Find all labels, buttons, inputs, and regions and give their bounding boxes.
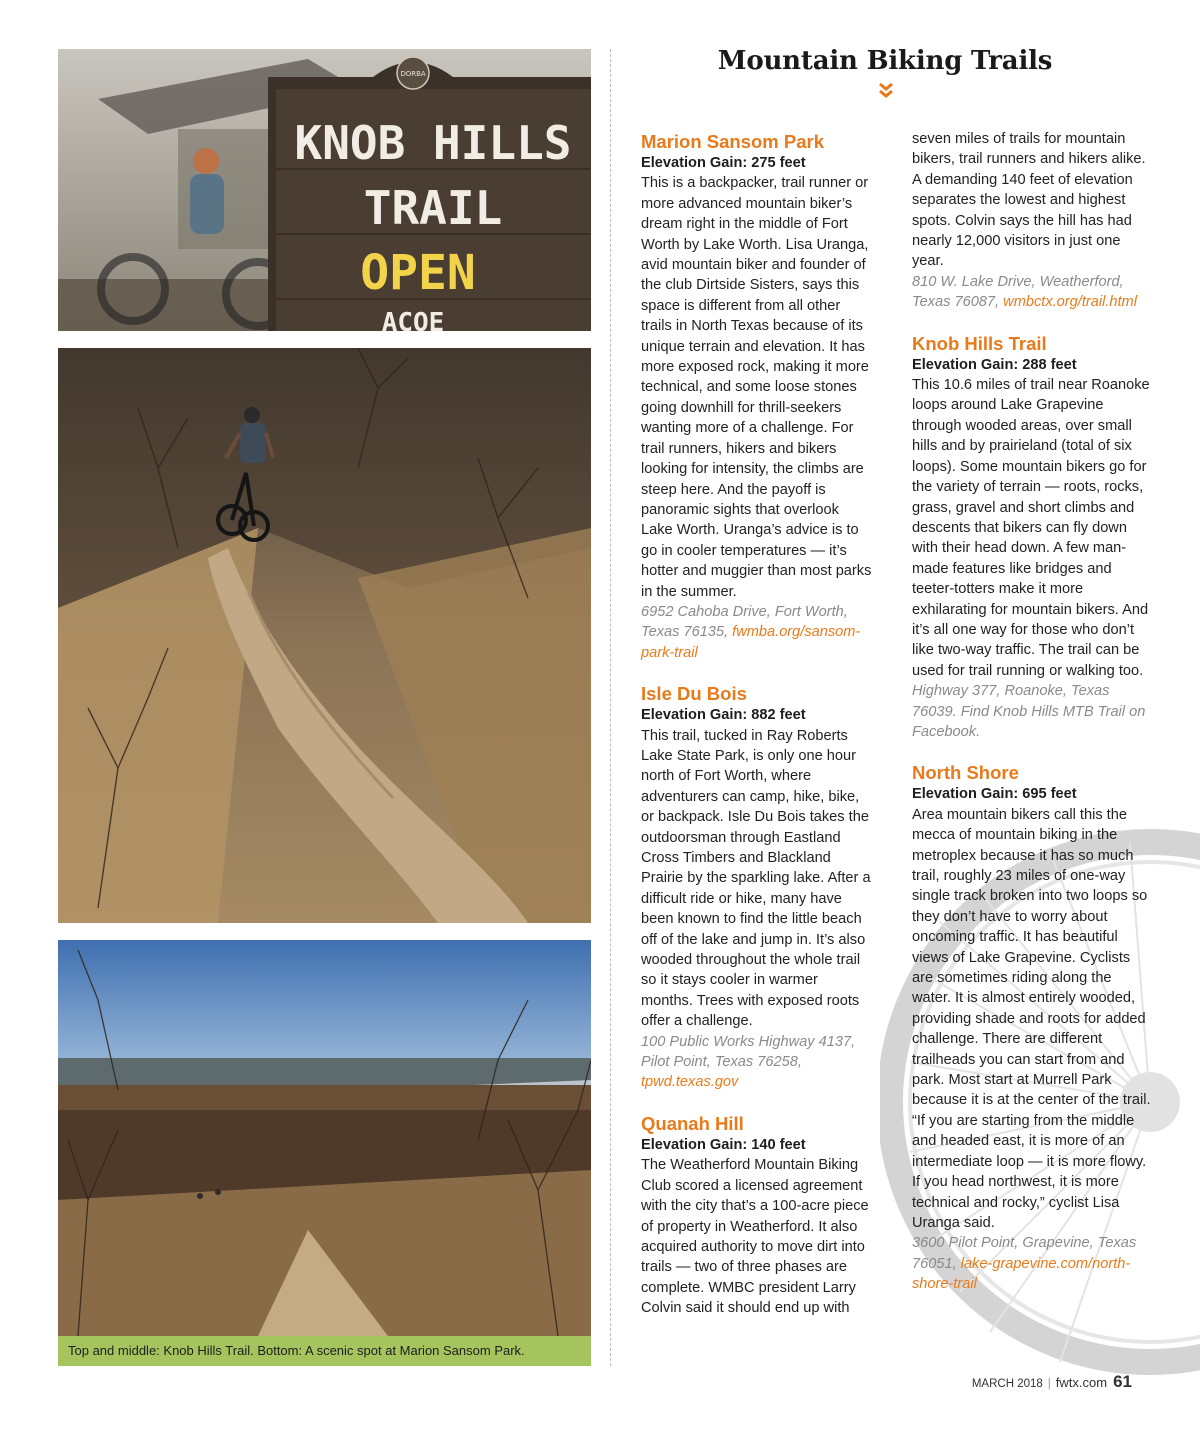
column-divider [610,49,612,1366]
elevation-gain: Elevation Gain: 882 feet [641,707,806,724]
trail-address [641,602,873,663]
trail-address [912,1233,1152,1294]
address-text: 100 Public Works Highway 4137, Pilot Point, Texas 76258, [641,1033,856,1071]
elevation-gain: Elevation Gain: 140 feet [641,1136,806,1153]
elevation-gain: Elevation Gain: 288 feet [912,356,1077,373]
elevation-gain: Elevation Gain: 695 feet [912,786,1077,803]
trail-description: Area mountain bikers call this the mecca of mountain biking in the metroplex because it has so much trail, roughly 23 miles of one-way single track broken into two loops so they don’t have to worry about oncoming traffic. It has beautiful views of Lake Grapevine. Cyclists are sometimes riding along the water. It is almost entirely wooded, providing shade and roots for added challenge. There are different trailheads you can start from and park. Most start at Murrell Park because it is at the center of the trail. “If you are starting from the middle and headed east, it is more of an intermediate loop — it is more flowy. If you head northwest, it is more technical and rocky,” cyclist Lisa Uranga said. [912,806,1151,1231]
article-column-2 [912,129,1152,1295]
page-title: Mountain Biking Trails [717,46,1053,76]
trail-address [912,272,1152,313]
trail-heading: Isle Du Bois [641,683,747,705]
trail-description: This is a backpacker, trail runner or more advanced mountain biker’s dream right in the middle of Fort Worth by Lake Worth. Lisa Uranga, avid mountain biker and founder of the club Dirtside Sisters, says this space is different from all other trails in North Texas because of its unique terrain and elevation. It has more exposed rock, making it more technical, and some loose stones going downhill for thrill-seekers wanting more of a challenge. For trail runners, hikers and bikers looking for intensity, the climbs are steep here. And the payoff is panoramic sights that overlook Lake Worth. Uranga’s advice is to go in cooler temperatures — it’s hotter and muggier than most parks in the summer. [641,175,872,600]
photo-scenic-overlook [58,940,591,1336]
sign-line-2: TRAIL [363,181,503,235]
trail-link[interactable]: wmbctx.org/trail.html [1003,294,1137,311]
trail-address [641,1032,873,1093]
sign-line-1: KNOB HILLS [294,116,572,170]
trail-link[interactable]: fwmba.org/sansom-park-trail [641,624,861,661]
double-chevron-down-icon [878,82,894,100]
sign-line-4: ACOE [381,308,445,331]
sign-badge: DORBA [400,70,426,78]
trail-description-continued: seven miles of trails for mountain bikers, trail runners and hikers alike. A demanding 140 feet of elevation separates the lowest and highest spots. Colvin says the hill has had nearly 12,000 visitors in just one year. [912,131,1146,270]
sign-line-3: OPEN [360,245,476,301]
photo-rider-on-trail [58,348,591,923]
trail-heading: Quanah Hill [641,1112,744,1134]
photo-trail-sign [58,49,591,331]
page-footer: MARCH 2018 | fwtx.com 61 [971,1372,1132,1391]
site-name[interactable]: fwtx.com [1055,1375,1108,1390]
address-text: 6952 Cahoba Drive, Fort Worth, Texas 76135, [641,603,848,641]
trail-description: This 10.6 miles of trail near Roanoke loops around Lake Grapevine through wooded areas, over small hills and by prairieland (total of six loops). Some mountain bikers go for the variety of terrain — roots, rocks, grass, gravel and short climbs and descents that bikers can fly down with their head down. A few man-made features like bridges and teeter-totters make it more exhilarating for mountain bikers. And it’s all one way for those who don’t like two-way traffic. The trail can be used for trail running or walking too. [912,377,1150,679]
issue-date: MARCH 2018 [971,1378,1043,1390]
trail-heading: Knob Hills Trail [912,332,1047,354]
address-text: 810 W. Lake Drive, Weatherford, Texas 76087, [912,273,1124,311]
article-column-1 [641,129,873,1319]
trail-link[interactable]: lake-grapevine.com/north-shore-trail [912,1255,1131,1293]
trail-description: The Weatherford Mountain Biking Club scored a licensed agreement with the city that’s a 100-acre piece of property in Weatherford. It also acquired authority to move dirt into trails — two of three phases are complete. WMBC president Larry Colvin said it should end up with [641,1157,869,1317]
trail-description: This trail, tucked in Ray Roberts Lake State Park, is only one hour north of Fort Worth, where adventurers can camp, hike, bike, or backpack. Isle Du Bois takes the outdoorsman through Eastland Cross Timbers and Blackland Prairie by the sparkling lake. After a difficult ride or hike, many have been known to find the little beach off of the lake and jump in. It’s also wooded throughout the whole trail so it stays cooler in warmer months. Trees with exposed roots offer a challenge. [641,727,871,1030]
photo-caption: Top and middle: Knob Hills Trail. Bottom: A scenic spot at Marion Sansom Park. [58,1336,591,1366]
page-number: 61 [1113,1372,1132,1391]
trail-address: Highway 377, Roanoke, Texas 76039. Find Knob Hills MTB Trail on Facebook. [912,683,1146,740]
trail-link[interactable]: tpwd.texas.gov [641,1074,739,1091]
address-text: 3600 Pilot Point, Grapevine, Texas 76051, [912,1235,1137,1272]
trail-heading: Marion Sansom Park [641,131,825,152]
trail-heading: North Shore [912,762,1019,784]
elevation-gain: Elevation Gain: 275 feet [641,155,806,171]
